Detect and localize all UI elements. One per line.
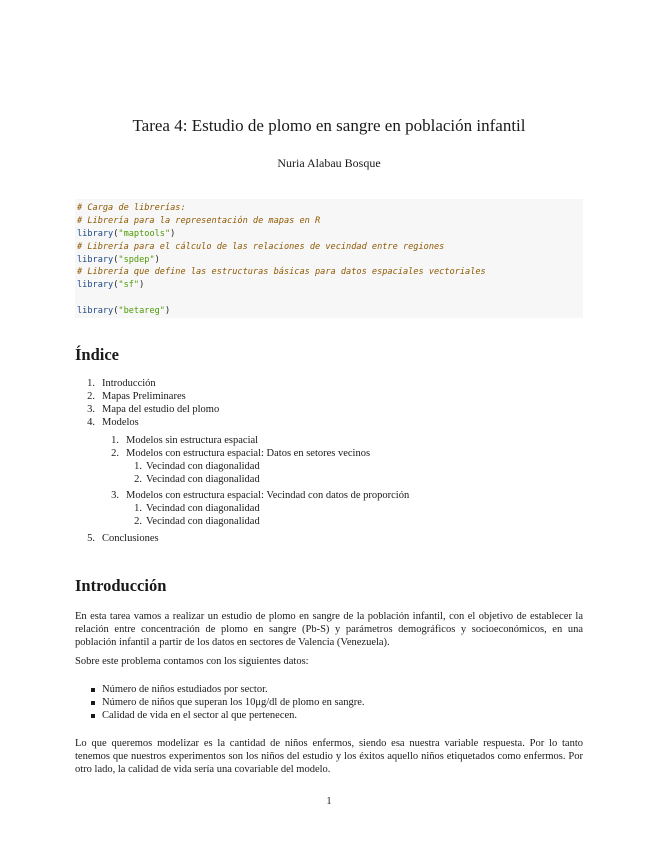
toc-heading: Índice (75, 345, 120, 364)
list-item: Calidad de vida en el sector al que pertenecen. (75, 709, 365, 722)
toc-item-label[interactable]: Modelos con estructura espacial: Datos en setores vecinos (126, 448, 371, 459)
code-paren: ( (113, 280, 119, 291)
toc-item[interactable] (75, 532, 583, 545)
page-number: 1 (326, 796, 332, 807)
toc-item[interactable] (75, 390, 583, 403)
intro-paragraph-3: Lo que queremos modelizar es la cantidad de niños enfermos, siendo esa nuestra variable respuesta. Por lo tanto tenemos que nuestros experimentos son los niños del estudio y los éxitos aquello niños etiquetados como enfermos. Por otro lado, la calidad de vida sería una covariable del modelo. (75, 738, 583, 775)
toc-item-label[interactable]: Vecindad con diagonalidad (146, 474, 260, 485)
toc-item-number: 1. (134, 503, 142, 514)
toc-item-label[interactable]: Vecindad con diagonalidad (146, 461, 260, 472)
code-string: "sf" (118, 280, 140, 291)
list-item: Número de niños que superan los 10μg/dl de plomo en sangre. (75, 696, 365, 709)
list-item: Número de niños estudiados por sector. (75, 683, 365, 696)
toc-item-label[interactable]: Conclusiones (102, 533, 159, 544)
code-line (77, 305, 583, 318)
code-comment: # Carga de librerías: (77, 203, 186, 213)
code-string: "betareg" (118, 306, 165, 317)
code-paren: ( (113, 254, 119, 265)
intro-heading: Introducción (75, 576, 167, 595)
toc-item-number: 2. (134, 516, 142, 527)
toc-item-number: 4. (87, 417, 95, 428)
code-line (77, 292, 583, 305)
toc-item[interactable] (75, 473, 583, 486)
toc-item-number: 3. (111, 490, 119, 501)
toc-item[interactable] (75, 377, 583, 390)
toc-item[interactable] (75, 403, 583, 416)
code-line (77, 254, 583, 267)
code-string: "spdep" (118, 254, 155, 265)
code-string: "maptools" (118, 228, 171, 239)
code-paren: ( (113, 228, 119, 239)
toc-item-number: 2. (87, 391, 95, 402)
toc-item-number: 2. (134, 474, 142, 485)
toc-item-label[interactable]: Introducción (102, 378, 156, 389)
intro-paragraph-1: En esta tarea vamos a realizar un estudio de plomo en sangre de la población infantil, con el objetivo de establecer la relación entre concentración de plomo en sangre (Pb-S) y parámetros demográficos y socioeconómicos, en una población infantil a partir de los datos en sectores de Valencia (Venezuela). (75, 611, 583, 648)
code-paren: ) (170, 228, 176, 239)
toc-item-number: 1. (87, 378, 95, 389)
code-line (77, 228, 583, 241)
toc-item-number: 2. (111, 448, 119, 459)
toc-item[interactable] (75, 434, 583, 447)
toc-item[interactable] (75, 416, 583, 528)
code-line (77, 215, 583, 228)
toc-item[interactable] (75, 460, 583, 473)
code-line (77, 202, 583, 215)
toc-item-label[interactable]: Modelos (102, 417, 139, 428)
toc-item[interactable] (75, 502, 583, 515)
code-paren: ( (113, 306, 119, 317)
document-author: Nuria Alabau Bosque (277, 156, 381, 170)
toc-item-number: 5. (87, 533, 95, 544)
code-line (77, 266, 583, 279)
toc-item-label[interactable]: Modelos con estructura espacial: Vecindad con datos de proporción (126, 490, 410, 501)
code-function: library (77, 280, 114, 291)
toc-item[interactable] (75, 447, 583, 486)
code-line (77, 241, 583, 254)
code-line (77, 279, 583, 292)
toc-item-label[interactable]: Modelos sin estructura espacial (126, 435, 259, 446)
toc-item-label[interactable]: Mapa del estudio del plomo (102, 404, 220, 415)
toc-item-number: 3. (87, 404, 95, 415)
toc-item-label[interactable]: Mapas Preliminares (102, 391, 186, 402)
code-paren: ) (164, 306, 171, 317)
toc-item[interactable] (75, 489, 583, 528)
toc-item-label[interactable]: Vecindad con diagonalidad (146, 516, 260, 527)
document-title: Tarea 4: Estudio de plomo en sangre en población infantil (132, 116, 526, 135)
toc-item[interactable] (75, 515, 583, 528)
table-of-contents (75, 377, 583, 545)
toc-item-label[interactable]: Vecindad con diagonalidad (146, 503, 260, 514)
code-function: library (77, 306, 114, 317)
toc-item-number: 1. (111, 435, 119, 446)
code-paren: ) (154, 254, 160, 265)
code-comment: # Librería que define las estructuras básicas para datos espaciales vectoriales (77, 267, 486, 278)
code-comment: # Librería para el cálculo de las relaciones de vecindad entre regiones (77, 241, 445, 252)
code-function: library (77, 228, 114, 239)
toc-item-number: 1. (134, 461, 142, 472)
code-paren: ) (139, 280, 145, 291)
intro-paragraph-2: Sobre este problema contamos con los siguientes datos: (75, 656, 309, 667)
code-comment: # Librería para la representación de mapas en R (77, 215, 321, 226)
code-block (75, 199, 583, 318)
data-bullet-list (75, 683, 365, 722)
code-function: library (77, 254, 114, 265)
